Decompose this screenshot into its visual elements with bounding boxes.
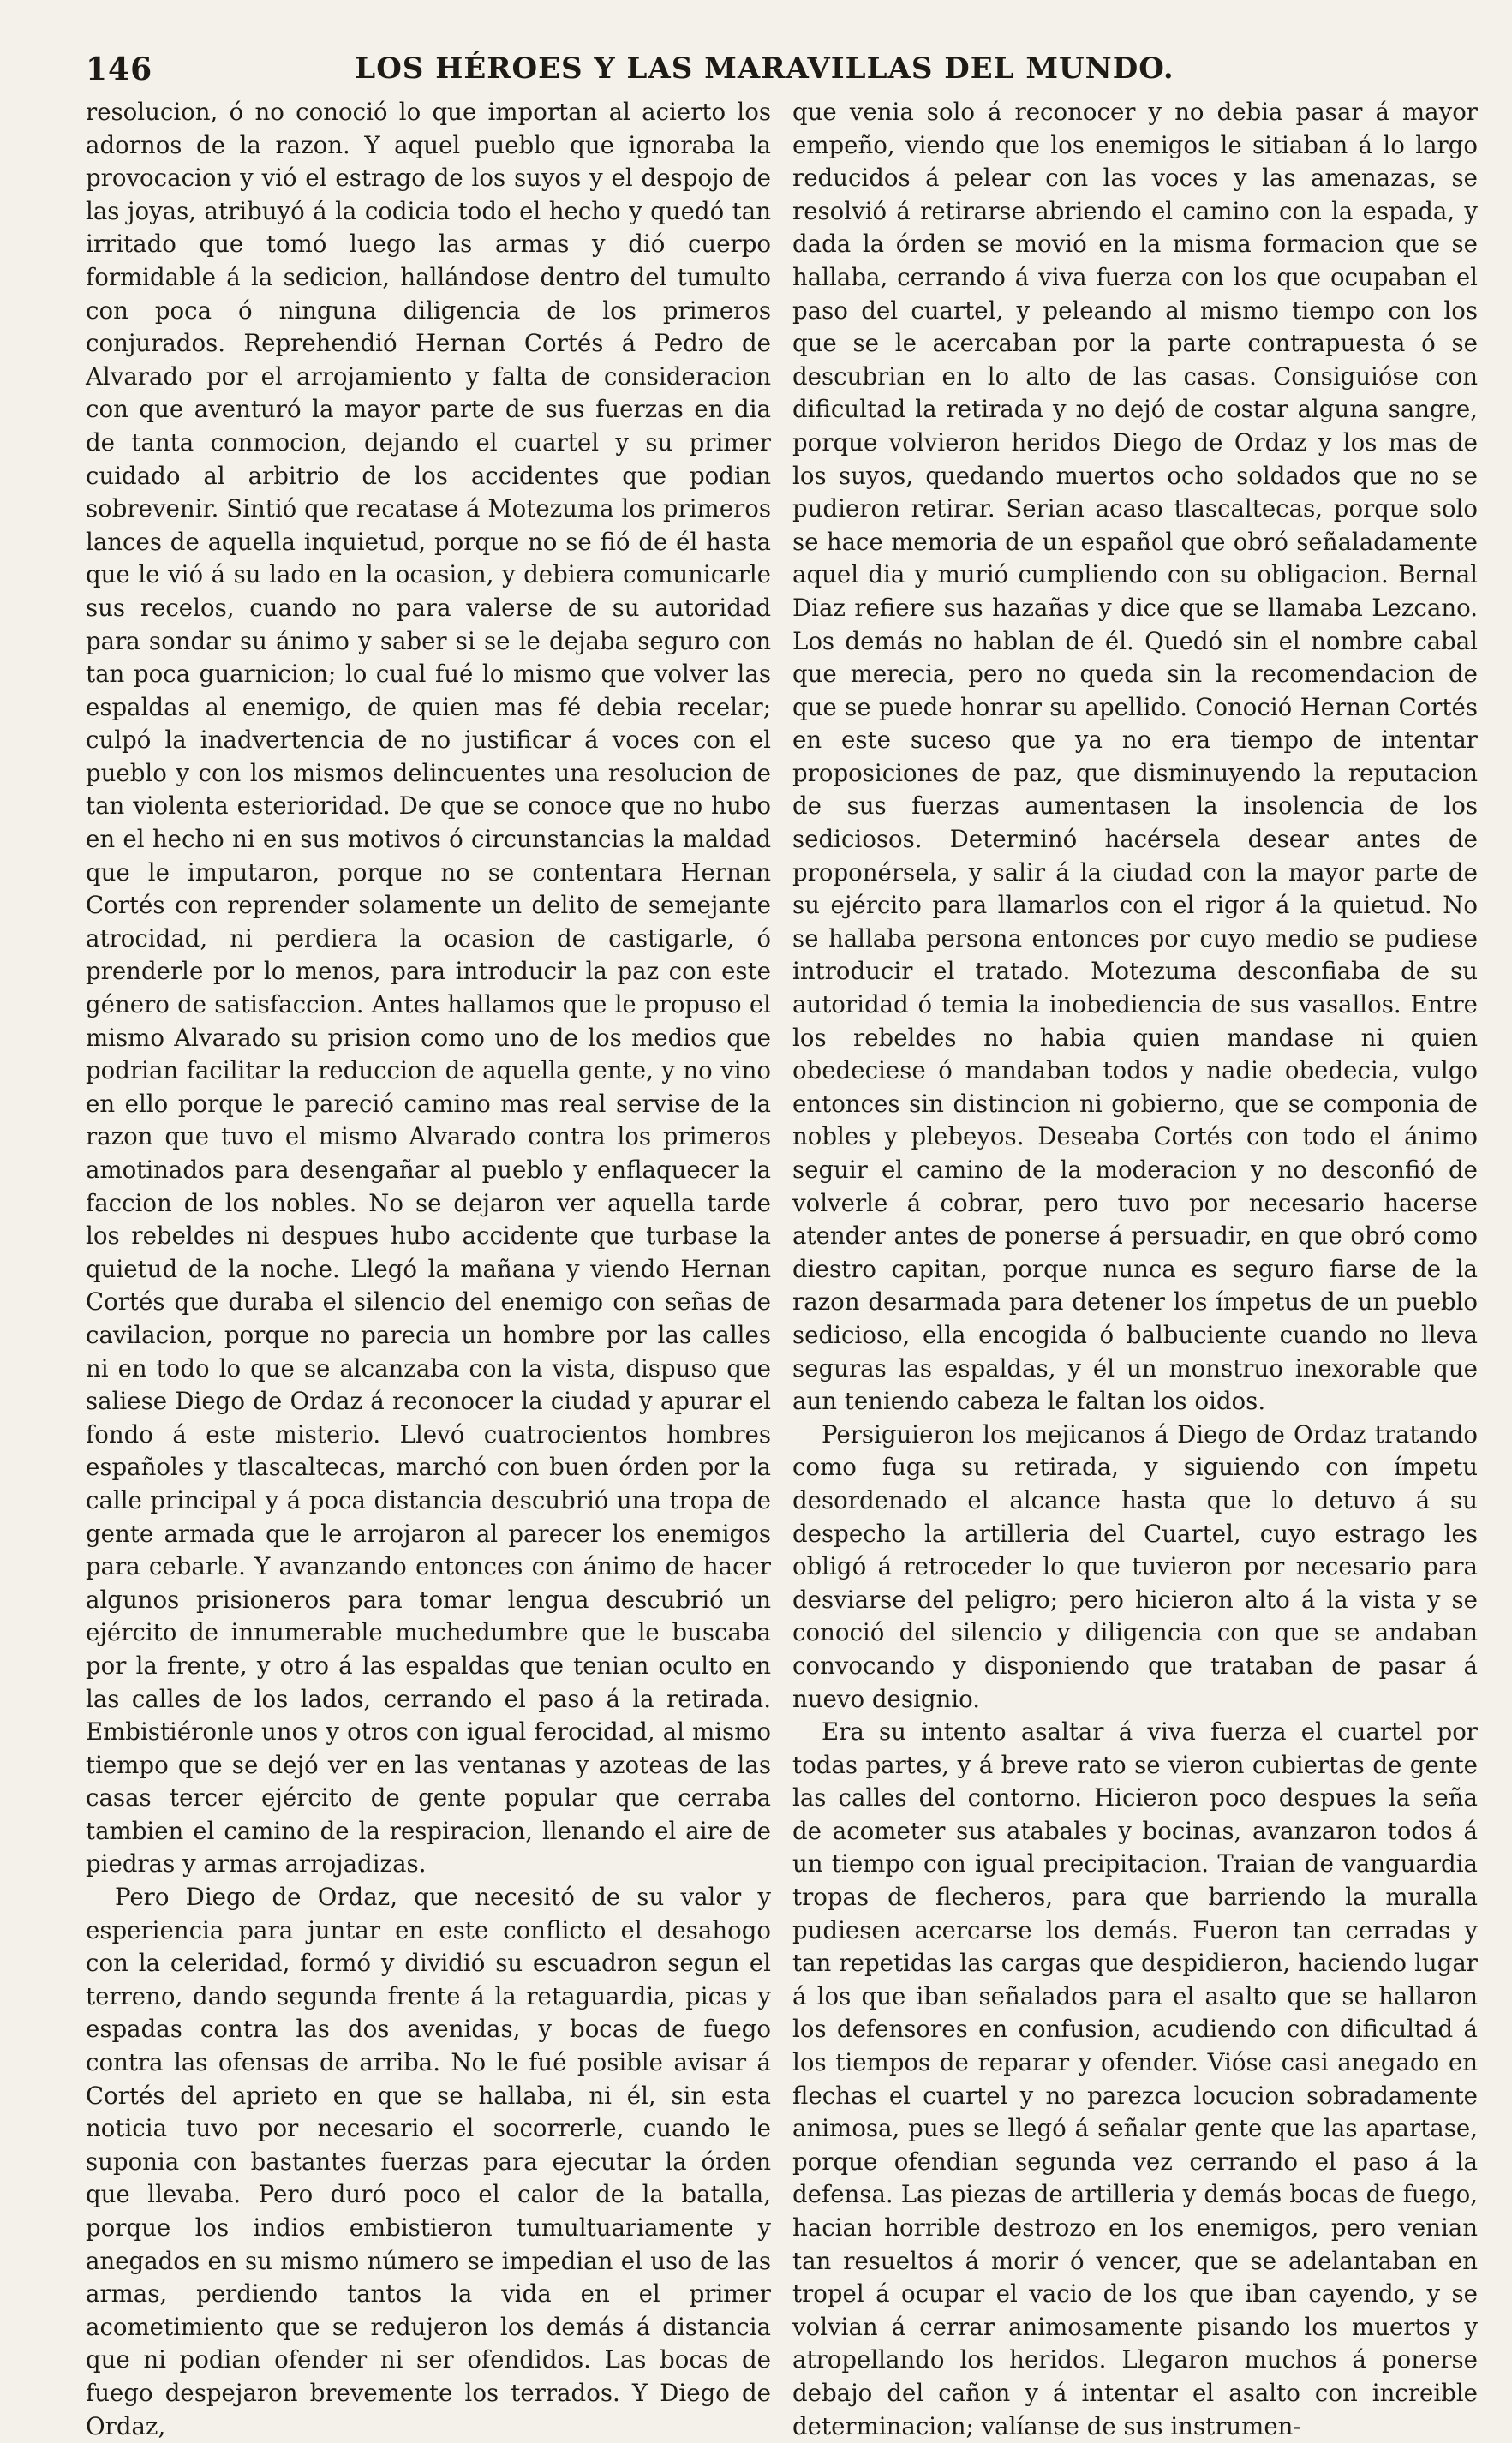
paragraph: Pero Diego de Ordaz, que necesitó de su valor y esperiencia para juntar en este conflicto el desahogo con la celeridad, formó y dividió su escuadron segun el terreno, dando segunda frente á la retaguardia, picas y espadas contra las dos avenidas, y bocas de fuego contra las ofensas de arriba. No le fué posible avisar á Cortés del aprieto en que se hallaba, ni él, sin esta noticia tuvo por necesario el socorrerle, cuando le suponia con bastantes fuerzas para ejecutar la órden que llevaba. Pero duró poco el calor de la batalla, porque los indios embistieron tumultuariamente y anegados en su mismo número se impedian el uso de las armas, perdiendo tantos la vida en el primer acometimiento que se redujeron los demás á distancia que ni podian ofender ni ser ofendidos. Las bocas de fuego despejaron brevemente los terrados. Y Diego de Ordaz,	[86, 1883, 771, 2440]
left-column	[86, 96, 771, 2440]
right-column	[792, 96, 1478, 2440]
paragraph: que venia solo á reconocer y no debia pasar á mayor empeño, viendo que los enemigos le sitiaban á lo largo reducidos á pelear con las voces y las amenazas, se resolvió á retirarse abriendo el camino con la espada, y dada la órden se movió en la misma formacion que se hallaba, cerrando á viva fuerza con los que ocupaban el paso del cuartel, y peleando al mismo tiempo con los que se le acercaban por la parte contrapuesta ó se descubrian en lo alto de las casas. Consiguióse con dificultad la retirada y no dejó de costar alguna sangre, porque volvieron heridos Diego de Ordaz y los mas de los suyos, quedando muertos ocho soldados que no se pudieron retirar. Serian acaso tlascaltecas, porque solo se hace memoria de un español que obró señaladamente aquel dia y murió cumpliendo con su obligacion. Bernal Diaz refiere sus hazañas y dice que se llamaba Lezcano. Los demás no hablan de él. Quedó sin el nombre cabal que merecia, pero no queda sin la recomendacion de que se puede honrar su apellido. Conoció Hernan Cortés en este suceso que ya no era tiempo de intentar proposiciones de paz, que disminuyendo la reputacion de sus fuerzas aumentasen la insolencia de los sediciosos. Determinó hacérsela desear antes de proponérsela, y salir á la ciudad con la mayor parte de su ejército para llamarlos con el rigor á la quietud. No se hallaba persona entonces por cuyo medio se pudiese introducir el tratado. Motezuma desconfiaba de su autoridad ó temia la inobediencia de sus vasallos. Entre los rebeldes no habia quien mandase ni quien obedeciese ó mandaban todos y nadie obedecia, vulgo entonces sin distincion ni gobierno, que se componia de nobles y plebeyos. Deseaba Cortés con todo el ánimo seguir el camino de la moderacion y no desconfió de volverle á cobrar, pero tuvo por necesario hacerse atender antes de ponerse á persuadir, en que obró como diestro capitan, porque nunca es seguro fiarse de la razon desarmada para detener los ímpetus de un pueblo sedicioso, ella encogida ó balbuciente cuando no lleva seguras las espaldas, y él un monstruo inexorable que aun teniendo cabeza le faltan los oidos.	[792, 98, 1478, 1416]
page-header	[86, 51, 1443, 86]
running-title: LOS HÉROES Y LAS MARAVILLAS DEL MUNDO.	[355, 51, 1174, 86]
paragraph: resolucion, ó no conoció lo que importan al acierto los adornos de la razon. Y aquel pueblo que ignoraba la provocacion y vió el estrago de los suyos y el despojo de las joyas, atribuyó á la codicia todo el hecho y quedó tan irritado que tomó luego las armas y dió cuerpo formidable á la sedicion, hallándose dentro del tumulto con poca ó ninguna diligencia de los primeros conjurados. Reprehendió Hernan Cortés á Pedro de Alvarado por el arrojamiento y falta de consideracion con que aventuró la mayor parte de sus fuerzas en dia de tanta conmocion, dejando el cuartel y su primer cuidado al arbitrio de los accidentes que podian sobrevenir. Sintió que recatase á Motezuma los primeros lances de aquella inquietud, porque no se fió de él hasta que le vió á su lado en la ocasion, y debiera comunicarle sus recelos, cuando no para valerse de su autoridad para sondar su ánimo y saber si se le dejaba seguro con tan poca guarnicion; lo cual fué lo mismo que volver las espaldas al enemigo, de quien mas fé debia recelar; culpó la inadvertencia de no justificar á voces con el pueblo y con los mismos delincuentes una resolucion de tan violenta esterioridad. De que se conoce que no hubo en el hecho ni en sus motivos ó circunstancias la maldad que le imputaron, porque no se contentara Hernan Cortés con reprender solamente un delito de semejante atrocidad, ni perdiera la ocasion de castigarle, ó prenderle por lo menos, para introducir la paz con este género de satisfaccion. Antes hallamos que le propuso el mismo Alvarado su prision como uno de los medios que podrian facilitar la reduccion de aquella gente, y no vino en ello porque le pareció camino mas real servise de la razon que tuvo el mismo Alvarado contra los primeros amotinados para desengañar al pueblo y enflaquecer la faccion de los nobles. No se dejaron ver aquella tarde los rebeldes ni despues hubo accidente que turbase la quietud de la noche. Llegó la mañana y viendo Hernan Cortés que duraba el silencio del enemigo con señas de cavilacion, porque no parecia un hombre por las calles ni en todo lo que se alcanzaba con la vista, dispuso que saliese Diego de Ordaz á reconocer la ciudad y apurar el fondo á este misterio. Llevó cuatrocientos hombres españoles y tlascaltecas, marchó con buen órden por la calle principal y á poca distancia descubrió una tropa de gente armada que le arrojaron al parecer los enemigos para cebarle. Y avanzando entonces con ánimo de hacer algunos prisioneros para tomar lengua descubrió un ejército de innumerable muchedumbre que le buscaba por la frente, y otro á las espaldas que tenian oculto en las calles de los lados, cerrando el paso á la retirada. Embistiéronle unos y otros con igual ferocidad, al mismo tiempo que se dejó ver en las ventanas y azoteas de las casas tercer ejército de gente popular que cerraba tambien el camino de la respiracion, llenando el aire de piedras y armas arrojadizas.	[86, 98, 771, 1879]
page-number: 146	[86, 51, 153, 87]
paragraph: Era su intento asaltar á viva fuerza el cuartel por todas partes, y á breve rato se vieron cubiertas de gente las calles del contorno. Hicieron poco despues la seña de acometer sus atabales y bocinas, avanzaron todos á un tiempo con igual precipitacion. Traian de vanguardia tropas de flecheros, para que barriendo la muralla pudiesen acercarse los demás. Fueron tan cerradas y tan repetidas las cargas que despidieron, haciendo lugar á los que iban señalados para el asalto que se hallaron los defensores en confusion, acudiendo con dificultad á los tiempos de reparar y ofender. Vióse casi anegado en flechas el cuartel y no parezca locucion sobradamente animosa, pues se llegó á señalar gente que las apartase, porque ofendian segunda vez cerrando el paso á la defensa. Las piezas de artilleria y demás bocas de fuego, hacian horrible destrozo en los enemigos, pero venian tan resueltos á morir ó vencer, que se adelantaban en tropel á ocupar el vacio de los que iban cayendo, y se volvian á cerrar animosamente pisando los muertos y atropellando los heridos. Llegaron muchos á ponerse debajo del cañon y á intentar el asalto con increible determinacion; valíanse de sus instrumen-	[792, 1717, 1478, 2440]
paragraph: Persiguieron los mejicanos á Diego de Ordaz tratando como fuga su retirada, y siguiendo con ímpetu desordenado el alcance hasta que lo detuvo á su despecho la artilleria del Cuartel, cuyo estrago les obligó á retroceder lo que tuvieron por necesario para desviarse del peligro; pero hicieron alto á la vista y se conoció del silencio y diligencia con que se andaban convocando y disponiendo que trataban de pasar á nuevo designio.	[792, 1419, 1478, 1713]
